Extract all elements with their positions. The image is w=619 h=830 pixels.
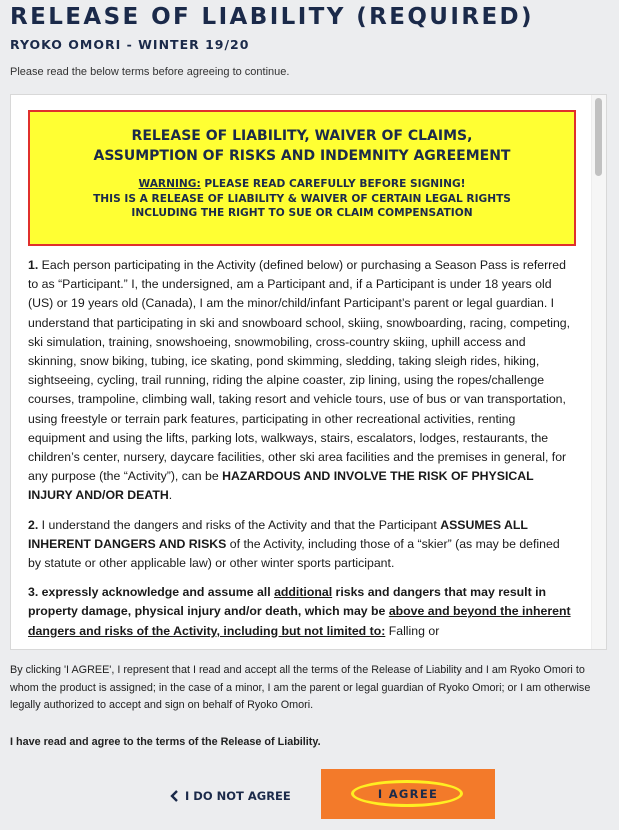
para-text: Falling or (385, 623, 440, 638)
warning-title (38, 126, 566, 166)
page-subtitle: RYOKO OMORI - WINTER 19/20 (10, 37, 250, 52)
agree-label: I AGREE (377, 787, 439, 801)
para-text: Each person participating in the Activity (defined below) or purchasing a Season Pass is referred to as “Participant.” I, the undersigned, am a Participant and, if a Participant is under 18 years old (US) or 19 years old (Canada), I am the minor/child/infant Participant’s parent or legal guardian. I understand that participating in ski and snowboard school, skiing, snowboarding, racing, competing, ski simulation, training, snowshoeing, snowmobiling, cross-country skiing, uphill access and skinning, snow biking, tubing, ice skating, pond skimming, sledding, taking sleigh rides, hiking, sightseeing, cycling, trail running, riding the alpine coaster, zip lining, using the ropes/challenge courses, trampoline, climbing wall, taking resort and vehicle tours, use of bus or van transportation, using freestyle or terrain park features, participating in other recreational activities, renting equipment and using the lifts, parking lots, walkways, stairs, escalators, lodges, restaurants, the children’s center, nursery, daycare facilities, other ski area facilities and the premises in general, for any purpose (the “Activity”), can be (28, 258, 571, 484)
intro-text: Please read the below terms before agreeing to continue. (10, 66, 290, 78)
para-number: 2. (28, 517, 39, 532)
page-title: RELEASE OF LIABILITY (REQUIRED) (10, 4, 534, 30)
terms-paragraph-2 (28, 516, 576, 574)
terms-scroll-area[interactable] (10, 94, 607, 650)
warning-box (28, 110, 576, 246)
terms-paragraph-1 (28, 256, 576, 506)
para-bold: risks and dangers that may result in property damage, physical injury and/or death, which may be (28, 585, 547, 619)
agree-statement: I have read and agree to the terms of the Release of Liability. (10, 736, 321, 748)
warning-line1: PLEASE READ CAREFULLY BEFORE SIGNING! (200, 178, 466, 190)
terms-paragraph-3 (28, 583, 576, 641)
para-text: of the Activity, including those of a “skier” (as may be defined by statute or other applicable law) or other winter sports participant. (28, 536, 560, 571)
chevron-left-icon (168, 789, 180, 803)
para-underline: additional (274, 585, 333, 600)
para-bold: ASSUMES ALL INHERENT DANGERS AND RISKS (28, 517, 528, 551)
terms-content (28, 110, 576, 641)
para-underline: above and beyond the inherent dangers and risks of the Activity, including but not limited to: (28, 604, 571, 638)
disagree-button[interactable] (168, 787, 291, 805)
warning-line3: INCLUDING THE RIGHT TO SUE OR CLAIM COMPENSATION (131, 207, 473, 219)
agree-button[interactable] (321, 769, 495, 819)
para-text: I understand the dangers and risks of the Activity and that the Participant (38, 517, 441, 532)
warning-title-line1: RELEASE OF LIABILITY, WAIVER OF CLAIMS, (131, 128, 473, 144)
warning-line2: THIS IS A RELEASE OF LIABILITY & WAIVER OF CERTAIN LEGAL RIGHTS (93, 192, 511, 205)
disagree-label: I DO NOT AGREE (185, 789, 291, 803)
para-bold: HAZARDOUS AND INVOLVE THE RISK OF PHYSICAL INJURY AND/OR DEATH (28, 469, 534, 503)
warning-word: WARNING: (138, 178, 201, 190)
para-number: 1. (28, 258, 39, 272)
warning-notice (38, 177, 566, 221)
warning-title-line2: ASSUMPTION OF RISKS AND INDEMNITY AGREEMENT (93, 148, 511, 164)
consent-text: By clicking 'I AGREE', I represent that I read and accept all the terms of the Release of Liability and I am Ryoko Omori to whom the product is assigned; in the case of a minor, I am the parent or legal guardian of Ryoko Omori; or I am otherwise legally authorized to accept and sign on behalf of Ryoko Omori. (10, 664, 591, 711)
para-text: . (168, 488, 173, 503)
para-bold: 3. expressly acknowledge and assume all (28, 585, 275, 600)
scrollbar[interactable] (591, 95, 606, 649)
scroll-thumb[interactable] (595, 98, 602, 176)
